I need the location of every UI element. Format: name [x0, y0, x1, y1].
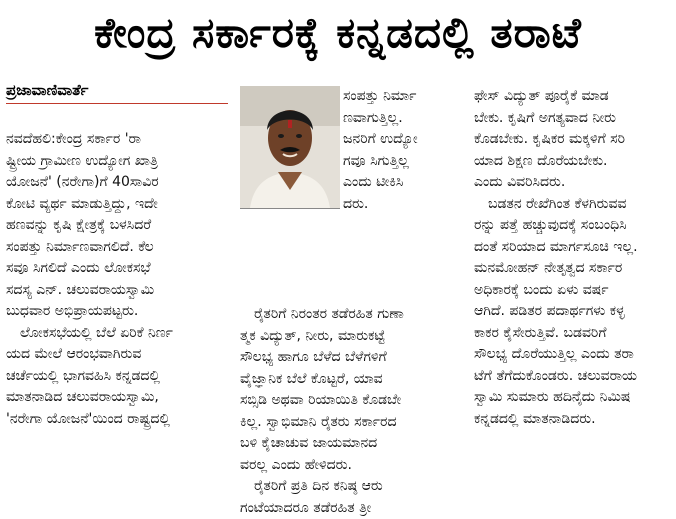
text-line: ವೈಜ್ಞಾನಿಕ ಬೆಲೆ ಕೊಟ್ಟರೆ, ಯಾವ [240, 369, 465, 391]
text-line: ತ್ಮಕ ವಿದ್ಯುತ್, ನೀರು, ಮಾರುಕಟ್ಟೆ [240, 326, 465, 348]
text-line: 'ನರೇಗಾ ಯೋಜನೆ'ಯಿಂದ ರಾಷ್ಟ್ರದಲ್ಲಿ [6, 409, 230, 431]
text-line: ಫೇಸ್ ವಿದ್ಯುತ್ ಪೂರೈಕೆ ಮಾಡ [474, 86, 670, 108]
text-line: ಸೌಲಭ್ಯ ಹಾಗೂ ಬೆಳೆದ ಬೆಳೆಗಳಿಗೆ [240, 347, 465, 369]
text-line: ಸಂಪತ್ತು ನಿರ್ಮಾಣವಾಗಲಿದೆ. ಕೆಲ [6, 237, 230, 259]
text-line: ಸದಸ್ಯ ಎನ್. ಚಲುವರಾಯಸ್ವಾಮಿ [6, 280, 230, 302]
text-line: ಸೌಲಭ್ಯ ದೊರೆಯುತ್ತಿಲ್ಲ ಎಂದು ತರಾ [474, 344, 670, 366]
text-line: ದಂತೆ ಸರಿಯಾದ ಮಾರ್ಗಸೂಚಿ ಇಲ್ಲ. [474, 237, 670, 259]
text-line: ಕಾಕರ ಕೈಸೇರುತ್ತಿವೆ. ಬಡವರಿಗೆ [474, 323, 670, 345]
text-line: ಬುಧವಾರ ಅಭಿಪ್ರಾಯಪಟ್ಟರು. [6, 301, 230, 323]
text-line: ಹಣವನ್ನು ಕೃಷಿ ಕ್ಷೇತ್ರಕ್ಕೆ ಬಳಸಿದರೆ [6, 215, 230, 237]
text-line: ಣವಾಗುತ್ತಿಲ್ಲ. [343, 108, 465, 130]
text-line: ಸಂಪತ್ತು ನಿರ್ಮಾ [343, 86, 465, 108]
text-line: ಎಂದು ವಿವರಿಸಿದರು. [474, 172, 670, 194]
text-line: ಅಧಿಕಾರಕ್ಕೆ ಬಂದು ಏಳು ವರ್ಷ [474, 280, 670, 302]
text-line: ಕನ್ನಡದಲ್ಲಿ ಮಾತನಾಡಿದರು. [474, 409, 670, 431]
text-line: ನವದೆಹಲಿ:ಕೇಂದ್ರ ಸರ್ಕಾರ 'ರಾ [6, 129, 230, 151]
person-portrait-icon [240, 86, 340, 208]
byline: ಪ್ರಜಾವಾಣಿವಾರ್ತೆ [6, 80, 236, 100]
text-line: ಬಡತನ ರೇಖೆಗಿಂತ ಕೆಳಗಿರುವವ [474, 194, 670, 216]
text-line: ದರು. [343, 194, 465, 216]
text-line: ಟೆಗೆ ತೆಗೆದುಕೊಂಡರು. ಚಲುವರಾಯ [474, 366, 670, 388]
text-line: ಚರ್ಚೆಯಲ್ಲಿ ಭಾಗವಹಿಸಿ ಕನ್ನಡದಲ್ಲಿ [6, 366, 230, 388]
text-line: ಎಂದು ಟೀಕಿಸಿ [343, 172, 465, 194]
text-line: ಕೊಡಬೇಕು. ಕೃಷಿಕರ ಮಕ್ಕಳಿಗೆ ಸರಿ [474, 129, 670, 151]
article-column-2 [240, 304, 465, 519]
byline-divider [6, 103, 228, 104]
article-column-1 [6, 129, 230, 430]
article-column-3 [474, 86, 670, 430]
text-line: ಷ್ಟ್ರೀಯ ಗ್ರಾಮೀಣ ಉದ್ಯೋಗ ಖಾತ್ರಿ [6, 151, 230, 173]
text-line: ಗಂಟೆಯಾದರೂ ತಡೆರಹಿತ ತ್ರೀ [240, 498, 465, 519]
text-line: ಬಳಿ ಕೈಚಾಚುವ ಜಾಯಮಾನದ [240, 433, 465, 455]
text-line: ಕಿಲ್ಲ. ಸ್ವಾಭಿಮಾನಿ ರೈತರು ಸರ್ಕಾರದ [240, 412, 465, 434]
text-line: ಜನರಿಗೆ ಉದ್ಯೋ [343, 129, 465, 151]
text-line: ರೈತರಿಗೆ ಪ್ರತಿ ದಿನ ಕನಿಷ್ಠ ಆರು [240, 476, 465, 498]
text-line: ಕೋಟಿ ವ್ಯರ್ಥ ಮಾಡುತ್ತಿದ್ದು, ಇದೇ [6, 194, 230, 216]
text-line: ಸ್ವಾಮಿ ಸುಮಾರು ಹದಿನೈದು ನಿಮಿಷ [474, 387, 670, 409]
article-column-2-top [343, 86, 465, 215]
text-line: ಮಾತನಾಡಿದ ಚಲುವರಾಯಸ್ವಾಮಿ, [6, 387, 230, 409]
text-line: ಯಾದ ಶಿಕ್ಷಣ ದೊರೆಯಬೇಕು. [474, 151, 670, 173]
text-line: ಲೋಕಸಭೆಯಲ್ಲಿ ಬೆಲೆ ಏರಿಕೆ ನಿರ್ಣ [6, 323, 230, 345]
text-line: ರನ್ನು ಪತ್ತೆ ಹಚ್ಚುವುದಕ್ಕೆ ಸಂಬಂಧಿಸಿ [474, 215, 670, 237]
text-line: ಯೋಜನೆ' (ನರೇಗಾ)ಗೆ 40ಸಾವಿರ [6, 172, 230, 194]
text-line: ಗವೂ ಸಿಗುತ್ತಿಲ್ಲ [343, 151, 465, 173]
text-line: ಸಬ್ಸಿಡಿ ಅಥವಾ ರಿಯಾಯಿತಿ ಕೊಡಬೇ [240, 390, 465, 412]
text-line: ವರಲ್ಲ ಎಂದು ಹೇಳಿದರು. [240, 455, 465, 477]
text-line: ಯದ ಮೇಲೆ ಆರಂಭವಾಗಿರುವ [6, 344, 230, 366]
portrait-photo [240, 86, 340, 208]
text-line: ಬೇಕು. ಕೃಷಿಗೆ ಅಗತ್ಯವಾದ ನೀರು [474, 108, 670, 130]
text-line: ರೈತರಿಗೆ ನಿರಂತರ ತಡೆರಹಿತ ಗುಣಾ [240, 304, 465, 326]
text-line: ಮನಮೋಹನ್ ನೇತೃತ್ವದ ಸರ್ಕಾರ [474, 258, 670, 280]
photo-divider [240, 208, 340, 209]
text-line: ಸವೂ ಸಿಗಲಿದೆ ಎಂದು ಲೋಕಸಭೆ [6, 258, 230, 280]
text-line: ಆಗಿದೆ. ಪಡಿತರ ಪದಾರ್ಥಗಳು ಕಳ್ಳ [474, 301, 670, 323]
headline: ಕೇಂದ್ರ ಸರ್ಕಾರಕ್ಕೆ ಕನ್ನಡದಲ್ಲಿ ತರಾಟೆ [8, 2, 668, 64]
